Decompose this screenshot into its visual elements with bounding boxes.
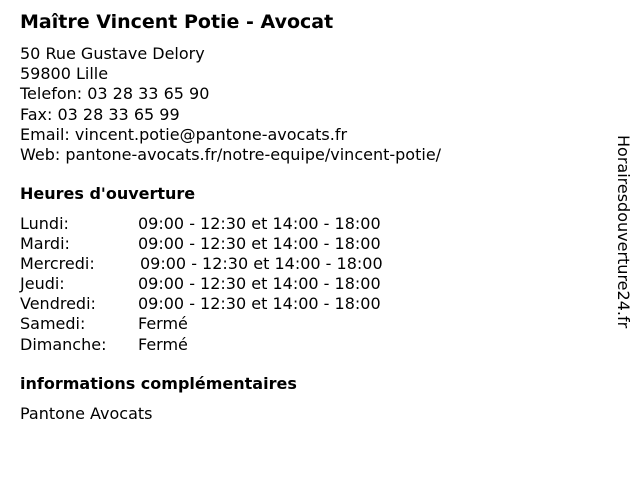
hours-day: Mardi: <box>20 234 70 254</box>
hours-time: 09:00 - 12:30 et 14:00 - 18:00 <box>138 234 381 254</box>
extra-info-text: Pantone Avocats <box>20 404 153 423</box>
hours-time: Fermé <box>138 334 188 354</box>
hours-day: Vendredi: <box>20 294 96 314</box>
hours-day: Mercredi: <box>20 254 95 274</box>
web-line[interactable]: Web: pantone-avocats.fr/notre-equipe/vincent-potie/ <box>20 144 442 164</box>
hours-time: Fermé <box>138 314 188 334</box>
business-title: Maître Vincent Potie - Avocat <box>20 11 334 33</box>
hours-time: 09:00 - 12:30 et 14:00 - 18:00 <box>138 274 381 294</box>
email-line[interactable]: Email: vincent.potie@pantone-avocats.fr <box>20 124 348 144</box>
hours-time: 09:00 - 12:30 et 14:00 - 18:00 <box>138 214 381 233</box>
address-line-city: 59800 Lille <box>20 64 109 84</box>
hours-day: Samedi: <box>20 314 86 334</box>
watermark-text: Horairesdouverture24.fr <box>614 135 633 329</box>
hours-time: 09:00 - 12:30 et 14:00 - 18:00 <box>138 294 381 314</box>
address-line-street: 50 Rue Gustave Delory <box>20 44 205 63</box>
phone-line: Telefon: 03 28 33 65 90 <box>20 84 210 104</box>
hours-day: Dimanche: <box>20 334 107 354</box>
fax-line: Fax: 03 28 33 65 99 <box>20 104 180 124</box>
hours-day: Lundi: <box>20 214 69 233</box>
hours-time: 09:00 - 12:30 et 14:00 - 18:00 <box>140 254 383 274</box>
side-watermark <box>612 135 634 345</box>
extra-info-heading: informations complémentaires <box>20 374 297 393</box>
hours-day: Jeudi: <box>20 274 65 294</box>
hours-heading: Heures d'ouverture <box>20 184 196 203</box>
contact-block <box>20 44 441 165</box>
